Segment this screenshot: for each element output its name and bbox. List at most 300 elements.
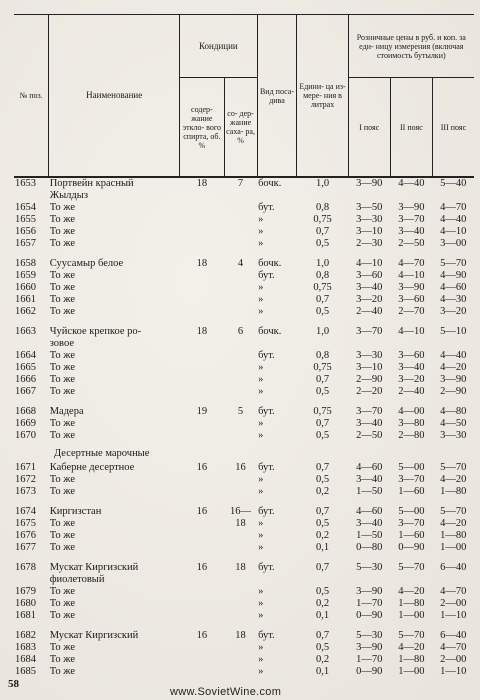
- cell-p1: [348, 190, 390, 202]
- cell-num: [14, 190, 49, 202]
- cell-p1: 3—40: [356, 474, 383, 485]
- cell-p1: 4—60: [356, 462, 383, 473]
- cell-alc: [180, 374, 224, 386]
- cell-p2: 3—60: [398, 294, 425, 305]
- cell-p1: 0—90: [356, 666, 383, 677]
- table-row: [14, 530, 474, 542]
- cell-p1: 3—40: [356, 418, 383, 429]
- cell-p2: 3—70: [398, 214, 425, 225]
- cell-num: 1677: [15, 542, 36, 553]
- cell-alc: [180, 190, 224, 202]
- cell-cont: »: [258, 430, 264, 441]
- cell-p3: 3—20: [440, 306, 467, 317]
- cell-num: 1662: [15, 306, 36, 317]
- cell-num: 1668: [15, 406, 36, 417]
- cell-p3: 6—40: [440, 630, 467, 641]
- cell-num: 1654: [15, 202, 36, 213]
- cell-name: Мадера: [49, 406, 84, 417]
- table-row: [14, 306, 474, 318]
- cell-cont: бут.: [258, 406, 275, 417]
- cell-alc: 16: [196, 506, 208, 517]
- page-number: 58: [8, 678, 19, 690]
- cell-num: 1655: [15, 214, 36, 225]
- cell-p2: 4—40: [398, 178, 425, 189]
- cell-alc: [180, 474, 224, 486]
- cell-p1: [348, 338, 390, 350]
- cell-vol: 0,2: [315, 598, 330, 609]
- cell-p1: 3—40: [356, 518, 383, 529]
- cell-p1: 3—30: [356, 214, 383, 225]
- cell-vol: 0,5: [315, 306, 330, 317]
- cell-alc: 18: [196, 178, 208, 189]
- cell-p3: 4—20: [440, 362, 467, 373]
- cell-vol: 0,5: [315, 238, 330, 249]
- cell-alc: [180, 238, 224, 250]
- cell-p3: 5—40: [440, 178, 467, 189]
- table-row: [14, 238, 474, 250]
- table-row: [14, 258, 474, 270]
- cell-alc: 18: [196, 258, 208, 269]
- cell-cont: »: [258, 654, 264, 665]
- cell-num: 1666: [15, 374, 36, 385]
- cell-cont: бут.: [258, 270, 275, 281]
- cell-p3: 2—00: [440, 598, 467, 609]
- cell-cont: »: [258, 214, 264, 225]
- cell-name: То же: [49, 530, 75, 541]
- cell-name: То же: [49, 518, 75, 529]
- cell-p3: 4—70: [440, 202, 467, 213]
- table-row: [14, 362, 474, 374]
- cell-sug: [224, 486, 257, 498]
- cell-cont: »: [258, 666, 264, 677]
- table-row: [14, 338, 474, 350]
- cell-name: зовое: [49, 338, 74, 349]
- table-row: [14, 586, 474, 598]
- cell-name: фиолетовый: [49, 574, 105, 585]
- cell-vol: 0,7: [315, 418, 330, 429]
- cell-vol: 0,5: [315, 474, 330, 485]
- table-row: [14, 294, 474, 306]
- cell-num: 1679: [15, 586, 36, 597]
- cell-p3: 4—20: [440, 474, 467, 485]
- cell-vol: [297, 190, 348, 202]
- cell-num: 1676: [15, 530, 36, 541]
- cell-vol: 0,7: [315, 506, 330, 517]
- cell-p3: [432, 574, 474, 586]
- cell-vol: 0,8: [315, 202, 330, 213]
- cell-p2: [390, 574, 432, 586]
- cell-num: 1678: [15, 562, 36, 573]
- section-heading: Десертные марочные: [54, 448, 150, 459]
- cell-alc: 16: [196, 562, 208, 573]
- table-row: [14, 610, 474, 622]
- cell-p1: 4—10: [356, 258, 383, 269]
- cell-sug: [224, 294, 257, 306]
- cell-vol: 0,5: [315, 518, 330, 529]
- header-zone3: III пояс: [432, 78, 474, 178]
- cell-vol: 0,5: [315, 430, 330, 441]
- cell-p3: 1—80: [440, 486, 467, 497]
- cell-sug: [224, 586, 257, 598]
- table-row: [14, 326, 474, 338]
- cell-num: 1665: [15, 362, 36, 373]
- cell-sug: [224, 642, 257, 654]
- cell-cont: бут.: [258, 202, 275, 213]
- cell-p1: 3—90: [356, 586, 383, 597]
- cell-p1: 3—50: [356, 202, 383, 213]
- cell-p1: 1—70: [356, 654, 383, 665]
- cell-vol: 0,7: [315, 462, 330, 473]
- header-name: Наименование: [49, 15, 180, 178]
- cell-p1: 1—70: [356, 598, 383, 609]
- cell-p2: 3—90: [398, 282, 425, 293]
- table-row: [14, 430, 474, 442]
- cell-cont: »: [258, 386, 264, 397]
- cell-sug: [224, 190, 257, 202]
- cell-p3: [432, 190, 474, 202]
- table-row: [14, 462, 474, 474]
- cell-sug: [224, 574, 257, 586]
- cell-vol: 0,7: [315, 630, 330, 641]
- cell-name: То же: [49, 202, 75, 213]
- cell-alc: [180, 270, 224, 282]
- cell-sug: [224, 338, 257, 350]
- cell-sug: 18: [235, 518, 246, 529]
- cell-sug: 4: [237, 258, 244, 269]
- cell-p2: 2—80: [398, 430, 425, 441]
- cell-cont: бут.: [258, 562, 275, 573]
- cell-p3: 4—30: [440, 294, 467, 305]
- cell-p2: [390, 338, 432, 350]
- cell-name: Каберне десертное: [49, 462, 135, 473]
- cell-cont: »: [258, 418, 264, 429]
- cell-p2: 4—20: [398, 642, 425, 653]
- cell-vol: 0,8: [315, 270, 330, 281]
- cell-num: 1684: [15, 654, 36, 665]
- cell-cont: »: [258, 518, 264, 529]
- cell-alc: [180, 666, 224, 678]
- cell-num: [14, 574, 49, 586]
- cell-p2: 3—20: [398, 374, 425, 385]
- cell-p3: 4—10: [440, 226, 467, 237]
- cell-sug: [224, 374, 257, 386]
- cell-num: 1675: [15, 518, 36, 529]
- cell-alc: [180, 418, 224, 430]
- cell-num: 1671: [15, 462, 36, 473]
- cell-vol: 0,5: [315, 586, 330, 597]
- header-sugar: со- дер- жание саха- ра, %: [224, 78, 257, 178]
- cell-num: 1667: [15, 386, 36, 397]
- cell-name: То же: [49, 654, 75, 665]
- cell-p3: 4—50: [440, 418, 467, 429]
- cell-p1: 0—90: [356, 610, 383, 621]
- cell-name: Мускат Киргизский: [49, 630, 139, 641]
- table-row: [14, 374, 474, 386]
- cell-cont: [257, 190, 297, 202]
- cell-name: То же: [49, 294, 75, 305]
- cell-vol: 0,7: [315, 226, 330, 237]
- cell-name: То же: [49, 226, 75, 237]
- cell-p1: 3—90: [356, 178, 383, 189]
- cell-p2: 1—80: [398, 654, 425, 665]
- cell-p1: 3—90: [356, 642, 383, 653]
- cell-alc: [180, 542, 224, 554]
- cell-cont: бочк.: [258, 326, 282, 337]
- cell-alc: [180, 226, 224, 238]
- table-row: [14, 486, 474, 498]
- cell-cont: »: [258, 306, 264, 317]
- cell-p2: 2—50: [398, 238, 425, 249]
- cell-vol: [297, 574, 348, 586]
- cell-alc: [180, 294, 224, 306]
- cell-sug: 16: [235, 462, 246, 473]
- cell-sug: [224, 666, 257, 678]
- cell-p3: [432, 338, 474, 350]
- cell-num: 1669: [15, 418, 36, 429]
- cell-p3: 4—40: [440, 350, 467, 361]
- table-row: [14, 574, 474, 586]
- cell-alc: [180, 350, 224, 362]
- cell-p2: 3—40: [398, 226, 425, 237]
- cell-sug: [224, 306, 257, 318]
- cell-cont: »: [258, 610, 264, 621]
- cell-p3: 1—00: [440, 542, 467, 553]
- table-row: [14, 654, 474, 666]
- cell-name: То же: [49, 306, 75, 317]
- cell-cont: »: [258, 530, 264, 541]
- cell-p1: 2—20: [356, 386, 383, 397]
- table-row: [14, 630, 474, 642]
- cell-sug: 6: [237, 326, 244, 337]
- cell-vol: [297, 338, 348, 350]
- cell-p3: 4—80: [440, 406, 467, 417]
- cell-p3: 1—10: [440, 666, 467, 677]
- cell-p3: 1—80: [440, 530, 467, 541]
- cell-sug: [224, 350, 257, 362]
- cell-sug: [224, 226, 257, 238]
- cell-name: То же: [49, 486, 75, 497]
- table-row: [14, 350, 474, 362]
- cell-name: То же: [49, 386, 75, 397]
- cell-alc: 16: [196, 462, 208, 473]
- cell-num: 1674: [15, 506, 36, 517]
- cell-p1: 3—10: [356, 362, 383, 373]
- cell-sug: [224, 418, 257, 430]
- cell-p1: 2—40: [356, 306, 383, 317]
- cell-p2: 3—80: [398, 418, 425, 429]
- header-prices: Розничные цены в руб. и коп. за еди- ницу измерения (включая стоимость бутылки): [348, 15, 474, 78]
- cell-p2: 5—00: [398, 506, 425, 517]
- cell-alc: [180, 338, 224, 350]
- cell-alc: [180, 598, 224, 610]
- cell-p2: 0—90: [398, 542, 425, 553]
- cell-num: 1680: [15, 598, 36, 609]
- cell-name: Портвейн красный: [49, 178, 134, 189]
- cell-cont: »: [258, 238, 264, 249]
- cell-p1: 3—60: [356, 270, 383, 281]
- cell-p1: 2—30: [356, 238, 383, 249]
- cell-name: То же: [49, 666, 75, 677]
- cell-cont: бочк.: [258, 178, 282, 189]
- cell-cont: »: [258, 542, 264, 553]
- cell-num: [14, 338, 49, 350]
- table-row: [14, 474, 474, 486]
- cell-cont: »: [258, 586, 264, 597]
- cell-cont: бочк.: [258, 258, 282, 269]
- cell-alc: [180, 530, 224, 542]
- cell-cont: »: [258, 486, 264, 497]
- cell-num: 1658: [15, 258, 36, 269]
- table-row: [14, 562, 474, 574]
- header-conditions: Кондиции: [180, 15, 257, 78]
- cell-alc: [180, 574, 224, 586]
- cell-p2: 3—70: [398, 474, 425, 485]
- cell-alc: [180, 282, 224, 294]
- cell-sug: [224, 202, 257, 214]
- table-row: [14, 542, 474, 554]
- cell-p3: 6—40: [440, 562, 467, 573]
- header-zone1: I пояс: [348, 78, 390, 178]
- cell-vol: 1,0: [315, 326, 330, 337]
- cell-cont: бут.: [258, 630, 275, 641]
- table-row: [14, 406, 474, 418]
- cell-p3: 4—70: [440, 586, 467, 597]
- cell-p3: 5—10: [440, 326, 467, 337]
- cell-name: То же: [49, 586, 75, 597]
- header-num: № поз.: [14, 15, 49, 178]
- cell-sug: 18: [235, 630, 246, 641]
- price-table-body: [14, 177, 474, 678]
- cell-alc: 16: [196, 630, 208, 641]
- cell-p2: 3—90: [398, 202, 425, 213]
- cell-cont: »: [258, 282, 264, 293]
- cell-name: То же: [49, 474, 75, 485]
- cell-cont: [257, 574, 297, 586]
- cell-cont: »: [258, 294, 264, 305]
- cell-sug: [224, 362, 257, 374]
- cell-cont: [257, 338, 297, 350]
- table-row: [14, 666, 474, 678]
- cell-cont: »: [258, 474, 264, 485]
- cell-name: То же: [49, 350, 75, 361]
- cell-name: То же: [49, 214, 75, 225]
- cell-p1: 2—90: [356, 374, 383, 385]
- cell-name: То же: [49, 430, 75, 441]
- cell-p1: 3—40: [356, 282, 383, 293]
- cell-sug: [224, 530, 257, 542]
- cell-num: 1670: [15, 430, 36, 441]
- cell-p2: 1—60: [398, 486, 425, 497]
- cell-vol: 0,75: [313, 362, 332, 373]
- cell-sug: 16—: [230, 506, 252, 517]
- cell-p1: 5—30: [356, 562, 383, 573]
- cell-name: То же: [49, 270, 75, 281]
- cell-alc: [180, 486, 224, 498]
- cell-num: 1672: [15, 474, 36, 485]
- cell-vol: 0,1: [315, 610, 330, 621]
- cell-num: 1657: [15, 238, 36, 249]
- cell-sug: [224, 270, 257, 282]
- cell-num: 1685: [15, 666, 36, 677]
- table-row: [14, 506, 474, 518]
- cell-p1: 0—80: [356, 542, 383, 553]
- cell-p3: 5—70: [440, 462, 467, 473]
- cell-p1: 4—60: [356, 506, 383, 517]
- table-row: [14, 226, 474, 238]
- cell-p3: 5—70: [440, 506, 467, 517]
- cell-cont: бут.: [258, 506, 275, 517]
- cell-name: То же: [49, 362, 75, 373]
- cell-p3: 4—60: [440, 282, 467, 293]
- cell-vol: 0,75: [313, 214, 332, 225]
- cell-p3: 3—30: [440, 430, 467, 441]
- cell-sug: 18: [235, 562, 246, 573]
- cell-name: Жылдыз: [49, 190, 88, 201]
- cell-vol: 0,7: [315, 294, 330, 305]
- cell-p2: 5—70: [398, 630, 425, 641]
- cell-vol: 0,75: [313, 282, 332, 293]
- cell-alc: [180, 306, 224, 318]
- header-zone2: II пояс: [390, 78, 432, 178]
- cell-name: То же: [49, 238, 75, 249]
- cell-p1: 1—50: [356, 530, 383, 541]
- cell-vol: 0,5: [315, 386, 330, 397]
- cell-sug: [224, 386, 257, 398]
- cell-name: То же: [49, 542, 75, 553]
- row-gap: [14, 250, 474, 258]
- cell-vol: 0,75: [313, 406, 332, 417]
- row-gap: [14, 498, 474, 506]
- cell-name: То же: [49, 598, 75, 609]
- watermark: www.SovietWine.com: [170, 686, 282, 698]
- cell-vol: 0,7: [315, 374, 330, 385]
- cell-cont: »: [258, 642, 264, 653]
- cell-name: То же: [49, 282, 75, 293]
- table-row: [14, 418, 474, 430]
- cell-p2: 3—40: [398, 362, 425, 373]
- cell-p3: 4—20: [440, 518, 467, 529]
- cell-num: 1660: [15, 282, 36, 293]
- cell-num: 1661: [15, 294, 36, 305]
- cell-p2: 4—70: [398, 258, 425, 269]
- cell-p3: 2—00: [440, 654, 467, 665]
- cell-alc: 18: [196, 326, 208, 337]
- cell-cont: »: [258, 226, 264, 237]
- cell-sug: [224, 214, 257, 226]
- cell-vol: 0,1: [315, 666, 330, 677]
- cell-cont: бут.: [258, 462, 275, 473]
- cell-p2: 1—60: [398, 530, 425, 541]
- cell-p1: 1—50: [356, 486, 383, 497]
- cell-p3: 4—40: [440, 214, 467, 225]
- table-row: [14, 177, 474, 190]
- cell-sug: 5: [237, 406, 244, 417]
- cell-num: 1663: [15, 326, 36, 337]
- cell-vol: 0,1: [315, 542, 330, 553]
- cell-p2: 5—70: [398, 562, 425, 573]
- row-gap: [14, 398, 474, 406]
- cell-p1: [348, 574, 390, 586]
- table-row: [14, 598, 474, 610]
- cell-name: То же: [49, 610, 75, 621]
- cell-num: 1673: [15, 486, 36, 497]
- cell-cont: »: [258, 374, 264, 385]
- cell-num: 1656: [15, 226, 36, 237]
- cell-vol: 0,8: [315, 350, 330, 361]
- cell-p2: 4—10: [398, 270, 425, 281]
- price-table: [14, 14, 474, 678]
- cell-p3: 1—10: [440, 610, 467, 621]
